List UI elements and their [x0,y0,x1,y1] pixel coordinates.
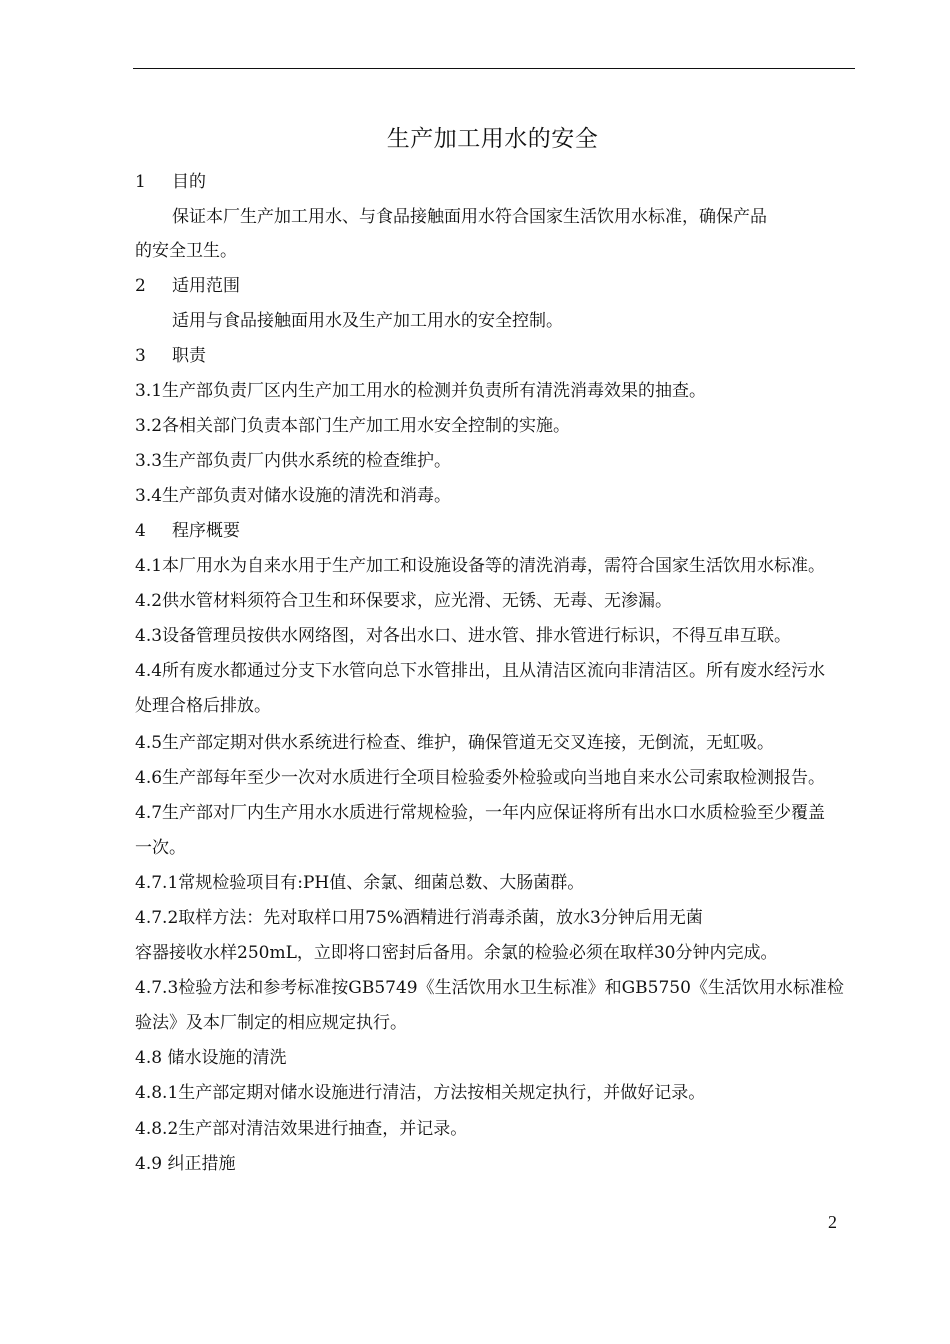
clause-4-5: 4.5生产部定期对供水系统进行检查、维护，确保管道无交叉连接，无倒流，无虹吸。 [135,733,775,753]
clause-3-3: 3.3生产部负责厂内供水系统的检查维护。 [135,451,452,471]
clause-4-8: 4.8 储水设施的清洗 [135,1048,287,1068]
section-heading-2 [135,275,240,297]
clause-4-1: 4.1本厂用水为自来水用于生产加工和设施设备等的清洗消毒，需符合国家生活饮用水标准。 [135,556,826,576]
section-heading-4 [135,520,240,542]
paragraph-line: 适用与食品接触面用水及生产加工用水的安全控制。 [172,311,563,331]
section-number: 3 [135,346,146,366]
section-heading-text: 适用范围 [172,276,240,296]
section-number: 1 [135,172,146,192]
section-heading-1 [135,171,206,193]
clause-3-2: 3.2各相关部门负责本部门生产加工用水安全控制的实施。 [135,416,571,436]
clause-4-6: 4.6生产部每年至少一次对水质进行全项目检验委外检验或向当地自来水公司索取检测报告。 [135,768,826,788]
section-number: 2 [135,276,146,296]
clause-4-7-1: 4.7.1常规检验项目有:PH值、余氯、细菌总数、大肠菌群。 [135,873,585,893]
clause-4-7: 4.7生产部对厂内生产用水水质进行常规检验，一年内应保证将所有出水口水质检验至少覆盖 [135,803,826,823]
clause-4-7-2-cont: 容器接收水样250mL，立即将口密封后备用。余氯的检验必须在取样30分钟内完成。 [135,943,778,963]
page-number: 2 [828,1212,837,1232]
header-rule [133,68,855,69]
clause-3-4: 3.4生产部负责对储水设施的清洗和消毒。 [135,486,452,506]
clause-4-7-3: 4.7.3检验方法和参考标准按GB5749《生活饮用水卫生标准》和GB5750《生活饮用水标准检 [135,978,844,998]
clause-4-2: 4.2供水管材料须符合卫生和环保要求，应光滑、无锈、无毒、无渗漏。 [135,591,673,611]
clause-4-8-2: 4.8.2生产部对清洁效果进行抽查，并记录。 [135,1119,468,1139]
clause-3-1: 3.1生产部负责厂区内生产加工用水的检测并负责所有清洗消毒效果的抽查。 [135,381,707,401]
clause-4-4-cont: 处理合格后排放。 [135,696,271,716]
clause-4-3: 4.3设备管理员按供水网络图，对各出水口、进水管、排水管进行标识，不得互串互联。 [135,626,792,646]
clause-4-7-cont: 一次。 [135,838,186,858]
clause-4-7-2: 4.7.2取样方法：先对取样口用75%酒精进行消毒杀菌，放水3分钟后用无菌 [135,908,703,928]
section-heading-text: 目的 [172,172,206,192]
clause-4-7-3-cont: 验法》及本厂制定的相应规定执行。 [135,1013,407,1033]
section-heading-text: 程序概要 [172,521,240,541]
clause-4-8-1: 4.8.1生产部定期对储水设施进行清洁，方法按相关规定执行，并做好记录。 [135,1083,706,1103]
clause-4-9: 4.9 纠正措施 [135,1154,236,1174]
page-title: 生产加工用水的安全 [386,126,599,152]
paragraph-line: 的安全卫生。 [135,241,237,261]
clause-4-4: 4.4所有废水都通过分支下水管向总下水管排出，且从清洁区流向非清洁区。所有废水经污水 [135,661,826,681]
section-heading-3 [135,345,206,367]
paragraph-line: 保证本厂生产加工用水、与食品接触面用水符合国家生活饮用水标准，确保产品 [172,207,767,227]
section-number: 4 [135,521,146,541]
section-heading-text: 职责 [172,346,206,366]
